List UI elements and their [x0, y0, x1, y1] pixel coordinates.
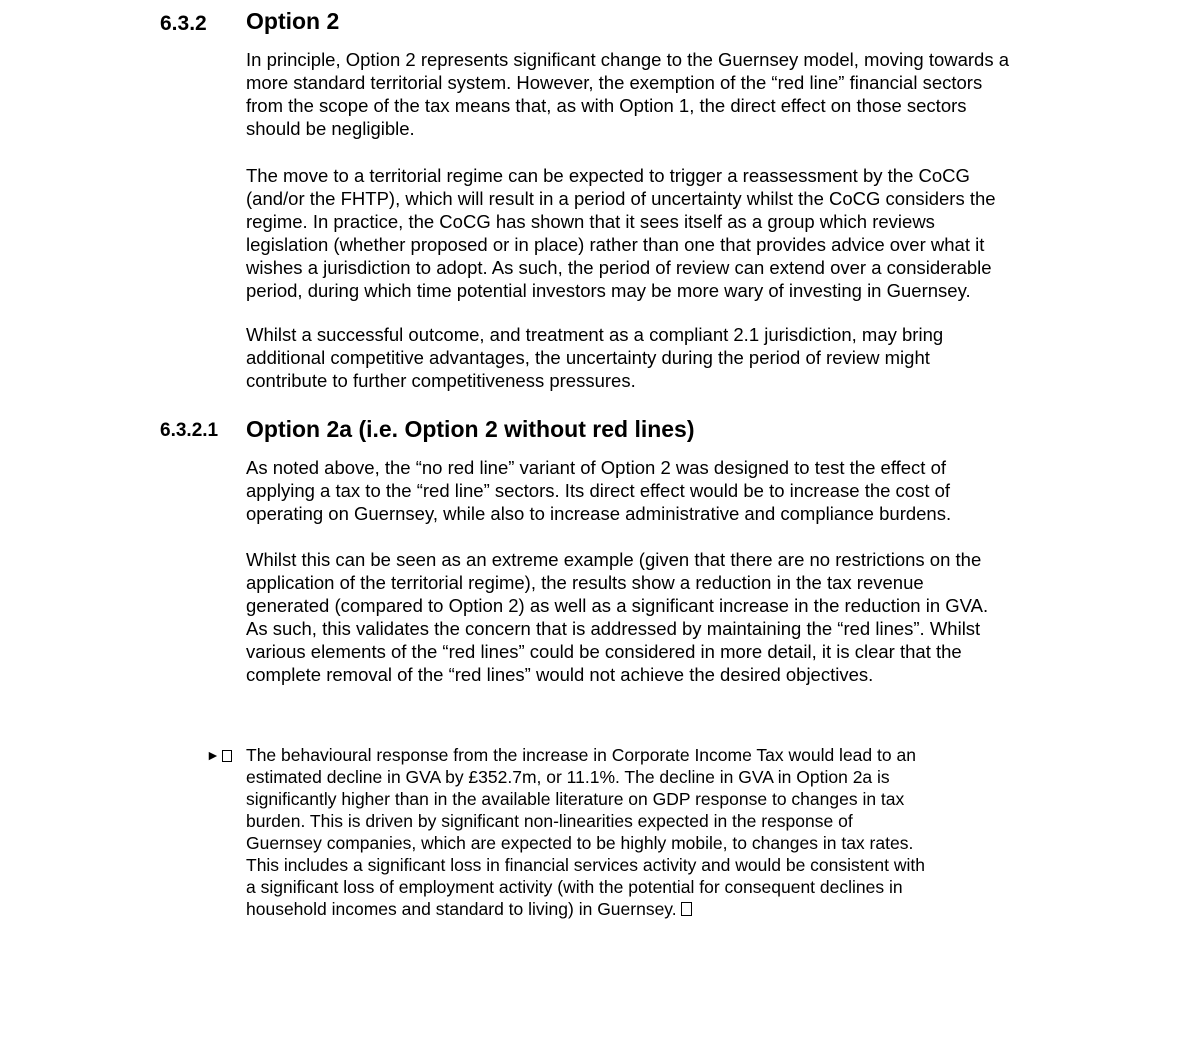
text-line: period, during which time potential investors may be more wary of investing in Guernsey.: [246, 280, 971, 301]
section-number: 6.3.2: [160, 12, 207, 35]
text-line: Whilst this can be seen as an extreme example (given that there are no restrictions on the: [246, 549, 982, 570]
paragraph: [246, 456, 1086, 525]
placeholder-box-icon: [222, 750, 232, 762]
text-line: from the scope of the tax means that, as with Option 1, the direct effect on those sectors: [246, 95, 967, 116]
paragraph: [246, 548, 1086, 686]
text-line: regime. In practice, the CoCG has shown that it sees itself as a group which reviews: [246, 211, 935, 232]
text-line: As such, this validates the concern that is addressed by maintaining the “red lines”. Whilst: [246, 618, 981, 639]
text-line: Whilst a successful outcome, and treatment as a compliant 2.1 jurisdiction, may bring: [246, 324, 944, 345]
text-line: (and/or the FHTP), which will result in a period of uncertainty whilst the CoCG considers the: [246, 188, 996, 209]
text-line: complete removal of the “red lines” would not achieve the desired objectives.: [246, 664, 874, 685]
placeholder-box-icon: [681, 902, 692, 916]
text-line: wishes a jurisdiction to adopt. As such, the period of review can extend over a considerable: [246, 257, 992, 278]
text-line: contribute to further competitiveness pressures.: [246, 370, 636, 391]
text-line: As noted above, the “no red line” variant of Option 2 was designed to test the effect of: [246, 457, 947, 478]
bullet-marker-glyph: ►: [206, 747, 220, 763]
text-line: applying a tax to the “red line” sectors. Its direct effect would be to increase the cost of: [246, 480, 951, 501]
bullet-arrow-icon: [206, 747, 232, 763]
text-line: generated (compared to Option 2) as well as a significant increase in the reduction in GVA.: [246, 595, 989, 616]
text-line: more standard territorial system. However, the exemption of the “red line” financial sectors: [246, 72, 983, 93]
section-number: 6.3.2.1: [160, 420, 219, 441]
section-title: Option 2a (i.e. Option 2 without red lines): [246, 416, 695, 442]
section-title: Option 2: [246, 8, 340, 34]
text-line: significantly higher than in the available literature on GDP response to changes in tax: [246, 789, 905, 809]
bullet-text: [246, 744, 1066, 920]
text-line: application of the territorial regime), the results show a reduction in the tax revenue: [246, 572, 924, 593]
text-line: Guernsey companies, which are expected to be highly mobile, to changes in tax rates.: [246, 833, 914, 853]
text-line: additional competitive advantages, the uncertainty during the period of review might: [246, 347, 930, 368]
text-line-content: household incomes and standard to living) in Guernsey.: [246, 899, 677, 919]
text-line: a significant loss of employment activity (with the potential for consequent declines in: [246, 877, 903, 897]
paragraph: [246, 164, 1086, 302]
section-heading-6-3-2: [160, 8, 1120, 38]
text-line: The behavioural response from the increase in Corporate Income Tax would lead to an: [246, 745, 916, 765]
paragraph: [246, 323, 1086, 392]
text-line: This includes a significant loss in financial services activity and would be consistent with: [246, 855, 925, 875]
text-line: estimated decline in GVA by £352.7m, or 11.1%. The decline in GVA in Option 2a is: [246, 767, 890, 787]
text-line: legislation (whether proposed or in place) rather than one that provides advice over what it: [246, 234, 985, 255]
text-line: burden. This is driven by significant non-linearities expected in the response of: [246, 811, 853, 831]
text-line: should be negligible.: [246, 118, 415, 139]
text-line: In principle, Option 2 represents significant change to the Guernsey model, moving towards a: [246, 49, 1010, 70]
paragraph: [246, 48, 1086, 140]
text-line: various elements of the “red lines” could be considered in more detail, it is clear that the: [246, 641, 962, 662]
section-heading-6-3-2-1: [160, 415, 1120, 445]
text-line: The move to a territorial regime can be expected to trigger a reassessment by the CoCG: [246, 165, 970, 186]
text-line-last: [246, 898, 1066, 920]
text-line: operating on Guernsey, while also to increase administrative and compliance burdens.: [246, 503, 952, 524]
